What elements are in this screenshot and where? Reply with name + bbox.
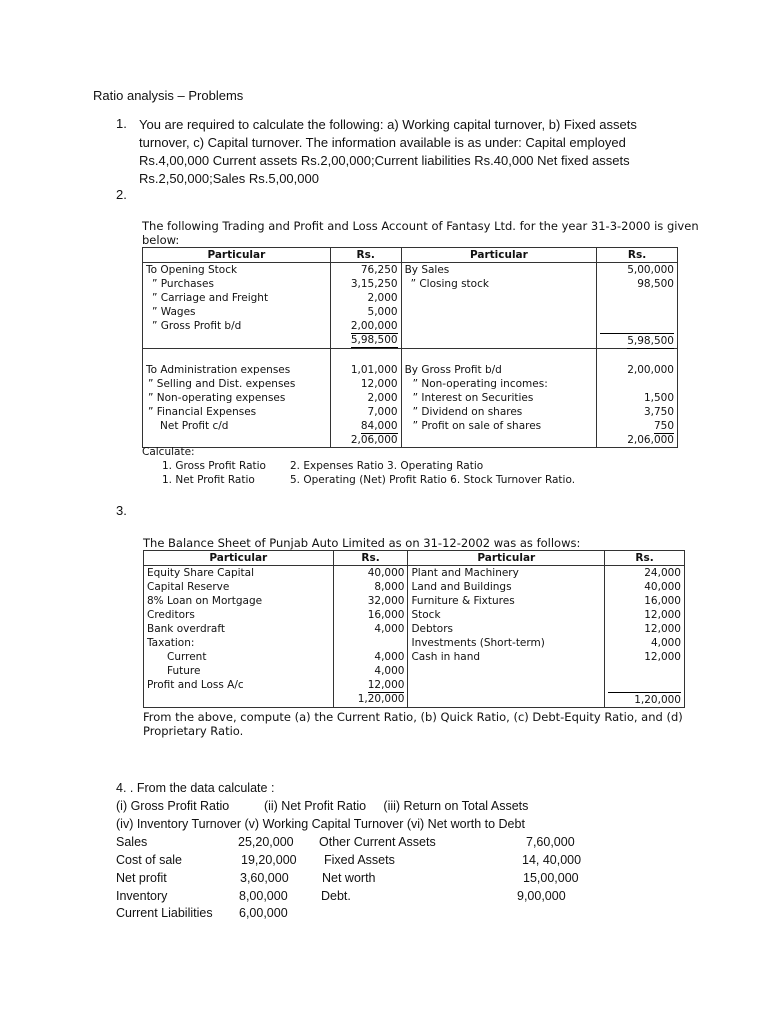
question-2-number: 2. <box>116 187 127 202</box>
trading-debit-amounts <box>330 263 401 349</box>
account-label: To Opening Stock <box>146 264 238 276</box>
account-amount: 750 <box>653 420 674 432</box>
liability-label: Future <box>167 665 201 677</box>
account-amount: 3,15,250 <box>350 278 398 290</box>
liability-amount: 4,000 <box>374 665 405 677</box>
trading-credit-amounts <box>597 263 678 349</box>
header-rs: Rs. <box>605 551 685 566</box>
account-label: ” Financial Expenses <box>148 406 257 418</box>
question-3-compute-line1: From the above, compute (a) the Current Ratio, (b) Quick Ratio, (c) Debt-Equity Ratio, and (d) <box>143 710 683 724</box>
trading-credit-labels <box>401 263 597 349</box>
account-amount: 12,000 <box>360 378 398 390</box>
account-label: By Gross Profit b/d <box>404 364 502 376</box>
question-2-intro-line2: below: <box>142 233 180 247</box>
account-amount: 98,500 <box>637 278 674 290</box>
question-4-line3: (iv) Inventory Turnover (v) Working Capital Turnover (vi) Net worth to Debt <box>116 817 525 831</box>
account-amount: 7,000 <box>367 406 398 418</box>
liability-label: Profit and Loss A/c <box>147 679 244 691</box>
question-3-intro: The Balance Sheet of Punjab Auto Limited as on 31-12-2002 was as follows: <box>143 536 581 550</box>
account-amount: 2,000 <box>367 292 398 304</box>
header-particular: Particular <box>408 551 605 566</box>
account-label: ” Interest on Securities <box>412 392 534 404</box>
data-label: Fixed Assets <box>324 853 395 867</box>
pl-credit-labels <box>401 349 597 448</box>
liability-amount: 40,000 <box>367 567 405 579</box>
liability-label: Creditors <box>147 609 195 621</box>
page-title: Ratio analysis – Problems <box>93 88 244 103</box>
data-value: 7,60,000 <box>526 835 575 849</box>
header-rs: Rs. <box>597 248 678 263</box>
liability-label: Bank overdraft <box>147 623 225 635</box>
data-label: Net worth <box>322 871 376 885</box>
liabilities-amounts <box>333 566 408 708</box>
liability-label: Taxation: <box>147 637 195 649</box>
liability-amount: 12,000 <box>367 679 405 691</box>
pl-debit-amounts <box>330 349 401 448</box>
data-value: 9,00,000 <box>517 889 566 903</box>
account-amount: 84,000 <box>360 420 398 432</box>
question-2-intro <box>142 219 699 247</box>
assets-labels <box>408 566 605 708</box>
data-value: 14, 40,000 <box>522 853 582 867</box>
account-label: Net Profit c/d <box>160 420 229 432</box>
account-amount: 1,500 <box>643 392 674 404</box>
asset-label: Plant and Machinery <box>411 567 519 579</box>
pl-account-row <box>143 349 678 448</box>
question-3-number: 3. <box>116 503 127 518</box>
asset-label: Debtors <box>411 623 454 635</box>
account-label: ” Closing stock <box>410 278 489 290</box>
data-value: 15,00,000 <box>523 871 579 885</box>
question-3-compute-line2: Proprietary Ratio. <box>143 724 244 738</box>
liability-label: Current <box>167 651 207 663</box>
account-label: ” Non-operating expenses <box>148 392 286 404</box>
assets-total: 1,20,000 <box>634 694 681 706</box>
asset-amount: 40,000 <box>644 581 681 593</box>
trading-debit-total: 5,98,500 <box>350 334 398 346</box>
question-1-text: You are required to calculate the following: a) Working capital turnover, b) Fixed assets turnover, c) Capital turnover. The information available is as under: Capital employed Rs.4,00,000 Current assets Rs.2,00,000;Current liabilities Rs.40,000 Net fixed assets Rs.2,50,000;Sales Rs.5,00,000 <box>139 117 637 186</box>
pl-debit-labels <box>143 349 331 448</box>
balance-sheet-body <box>144 566 685 708</box>
data-label: Current Liabilities <box>116 906 213 920</box>
account-label: ” Gross Profit b/d <box>152 320 242 332</box>
question-1-number: 1. <box>116 116 127 131</box>
header-rs: Rs. <box>330 248 401 263</box>
data-label: Cost of sale <box>116 853 183 867</box>
asset-label: Land and Buildings <box>411 581 512 593</box>
account-label: By Sales <box>404 264 450 276</box>
data-value: 6,00,000 <box>239 906 288 920</box>
asset-label: Cash in hand <box>411 651 481 663</box>
asset-label: Furniture & Fixtures <box>411 595 515 607</box>
account-label: ” Selling and Dist. expenses <box>148 378 296 390</box>
liability-label: Capital Reserve <box>147 581 230 593</box>
assets-amounts <box>605 566 685 708</box>
data-value: 8,00,000 <box>239 889 288 903</box>
liabilities-total: 1,20,000 <box>357 693 405 705</box>
account-amount: 3,750 <box>643 406 674 418</box>
account-label: ” Non-operating incomes: <box>412 378 548 390</box>
data-value: 19,20,000 <box>241 853 297 867</box>
account-label: ” Profit on sale of shares <box>412 420 542 432</box>
header-particular: Particular <box>143 248 331 263</box>
account-amount: 5,000 <box>367 306 398 318</box>
data-label: Sales <box>116 835 148 849</box>
asset-label: Investments (Short-term) <box>411 637 545 649</box>
liability-amount: 32,000 <box>367 595 405 607</box>
pl-debit-total: 2,06,000 <box>350 434 398 446</box>
data-value: 3,60,000 <box>240 871 289 885</box>
account-amount <box>600 377 674 391</box>
asset-amount: 12,000 <box>644 609 681 621</box>
account-label: ” Dividend on shares <box>412 406 523 418</box>
liability-label: Equity Share Capital <box>147 567 254 579</box>
calc-item: 1. Net Profit Ratio <box>162 474 255 486</box>
account-amount: 2,000 <box>367 392 398 404</box>
calc-item: 1. Gross Profit Ratio <box>162 460 266 472</box>
liability-amount: 16,000 <box>367 609 405 621</box>
header-particular: Particular <box>144 551 334 566</box>
data-label: Debt. <box>321 889 351 903</box>
balance-sheet-table <box>143 550 685 708</box>
account-amount: 1,01,000 <box>350 364 398 376</box>
liability-amount: 4,000 <box>374 651 405 663</box>
question-2-intro-line1: The following Trading and Profit and Loss Account of Fantasy Ltd. for the year 31-3-2000 is given <box>142 219 699 233</box>
account-label: To Administration expenses <box>146 364 291 376</box>
pl-credit-total: 2,06,000 <box>627 434 674 446</box>
asset-amount: 4,000 <box>650 637 681 649</box>
liabilities-labels <box>144 566 334 708</box>
liability-label: 8% Loan on Mortgage <box>147 595 263 607</box>
liability-amount: 4,000 <box>374 623 405 635</box>
account-amount: 2,00,000 <box>627 364 674 376</box>
asset-amount: 24,000 <box>644 567 681 579</box>
calc-item: 2. Expenses Ratio 3. Operating Ratio <box>290 460 484 472</box>
account-label: ” Purchases <box>152 278 214 290</box>
question-4-line2: (i) Gross Profit Ratio (ii) Net Profit Ratio (iii) Return on Total Assets <box>116 799 529 813</box>
data-label: Inventory <box>116 889 168 903</box>
header-particular: Particular <box>401 248 597 263</box>
account-label: ” Wages <box>152 306 196 318</box>
asset-amount: 12,000 <box>644 651 681 663</box>
data-label: Other Current Assets <box>319 835 436 849</box>
question-4-heading: 4. . From the data calculate : <box>116 781 275 795</box>
asset-amount: 16,000 <box>644 595 681 607</box>
account-amount: 5,00,000 <box>627 264 674 276</box>
account-amount: 2,00,000 <box>350 320 398 332</box>
account-amount: 76,250 <box>360 264 398 276</box>
pl-credit-amounts <box>597 349 678 448</box>
data-label: Net profit <box>116 871 167 885</box>
liability-amount <box>337 636 405 650</box>
question-3-compute <box>143 710 683 738</box>
trading-pl-account-table <box>142 247 678 448</box>
trading-debit-labels <box>143 263 331 349</box>
trading-credit-total: 5,98,500 <box>627 335 674 347</box>
calc-item: 5. Operating (Net) Profit Ratio 6. Stock Turnover Ratio. <box>290 474 576 486</box>
account-label: ” Carriage and Freight <box>152 292 269 304</box>
trading-account-row <box>143 263 678 349</box>
calculate-label: Calculate: <box>142 446 195 458</box>
data-value: 25,20,000 <box>238 835 294 849</box>
asset-label: Stock <box>411 609 441 621</box>
liability-amount: 8,000 <box>374 581 405 593</box>
header-rs: Rs. <box>333 551 408 566</box>
asset-amount: 12,000 <box>644 623 681 635</box>
